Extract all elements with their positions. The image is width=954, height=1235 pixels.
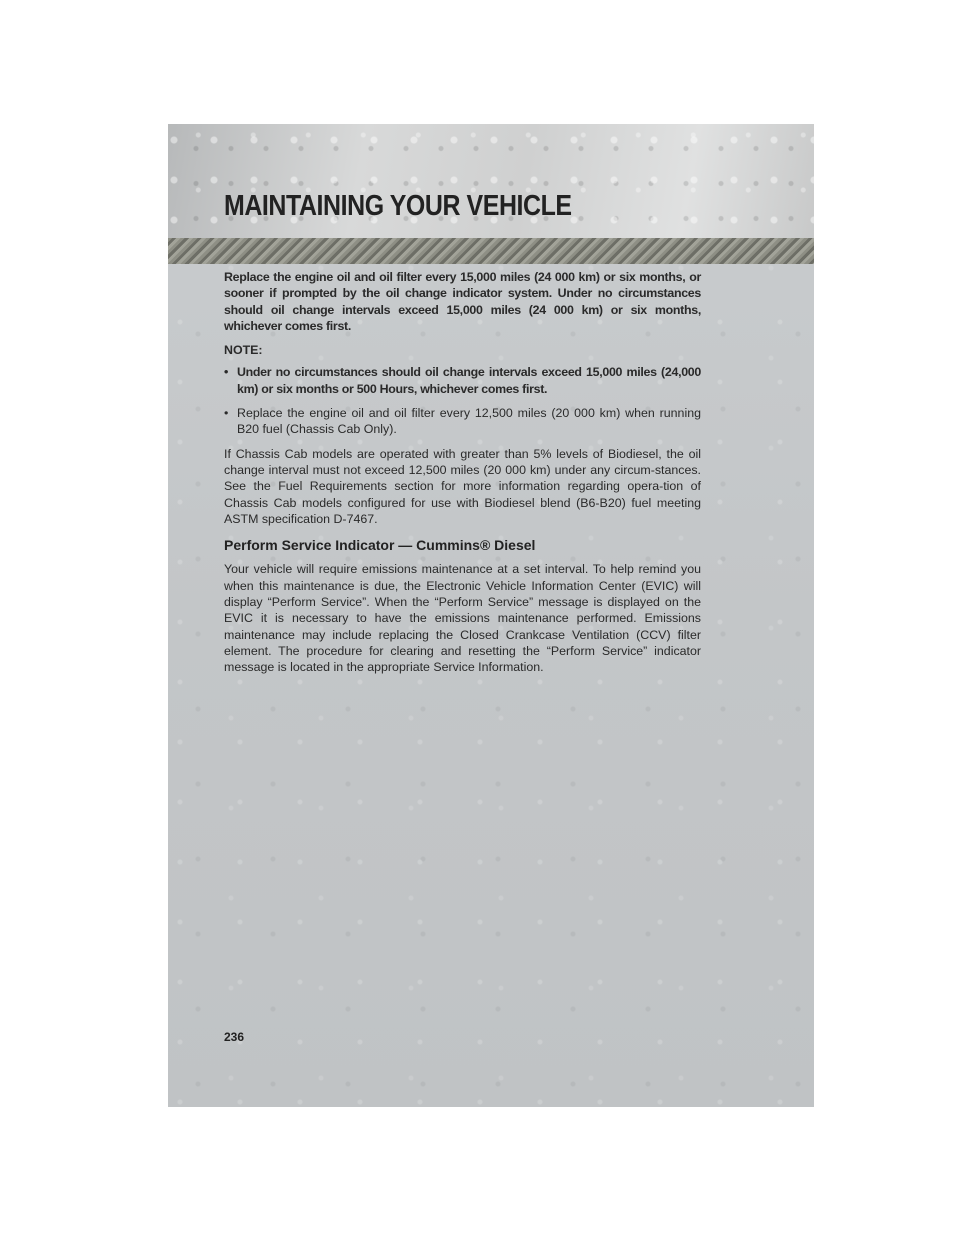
note-bullet-1 <box>224 364 701 397</box>
manual-page <box>168 124 814 1107</box>
header-texture-stripe <box>168 238 814 264</box>
note-bullet-text: Under no circumstances should oil change intervals exceed 15,000 miles (24,000 km) or six months or 500 Hours, whichever comes first. <box>237 365 701 396</box>
biodiesel-paragraph: If Chassis Cab models are operated with greater than 5% levels of Biodiesel, the oil change interval must not exceed 12,500 miles (20 000 km) under any circum-stances. See the Fuel Requirements section for more information regarding opera-tion of Chassis Cab models configured for use with Biodiesel blend (B6-B20) fuel meeting ASTM specification D-7467. <box>224 446 701 526</box>
section-subheading: Perform Service Indicator — Cummins® Diesel <box>224 537 536 554</box>
note-bullet-text: Replace the engine oil and oil filter every 12,500 miles (20 000 km) when running B20 fuel (Chassis Cab Only). <box>237 406 701 437</box>
page-number: 236 <box>224 1030 245 1044</box>
bullet-icon: • <box>224 406 229 421</box>
oil-change-intro: Replace the engine oil and oil filter every 15,000 miles (24 000 km) or six months, or sooner if prompted by the oil change indicator system. Under no circumstances should oil change intervals exceed 15,000 miles (24 000 km) or six months, whichever comes first. <box>224 270 701 333</box>
note-bullet-2 <box>224 405 701 438</box>
note-label: NOTE: <box>224 343 263 358</box>
bullet-icon: • <box>224 365 229 380</box>
chapter-title: MAINTAINING YOUR VEHICLE <box>224 190 572 222</box>
perform-service-paragraph: Your vehicle will require emissions maintenance at a set interval. To help remind you when this maintenance is due, the Electronic Vehicle Information Center (EVIC) will display “Perform Service”. When the “Perform Service” message is displayed on the EVIC it is necessary to have the emissions maintenance performed. Emissions maintenance may include replacing the Closed Crankcase Ventilation (CCV) filter element. The procedure for clearing and resetting the “Perform Service” indicator message is located in the appropriate Service Information. <box>224 562 701 675</box>
chapter-header <box>168 124 814 238</box>
body-content <box>224 269 701 684</box>
